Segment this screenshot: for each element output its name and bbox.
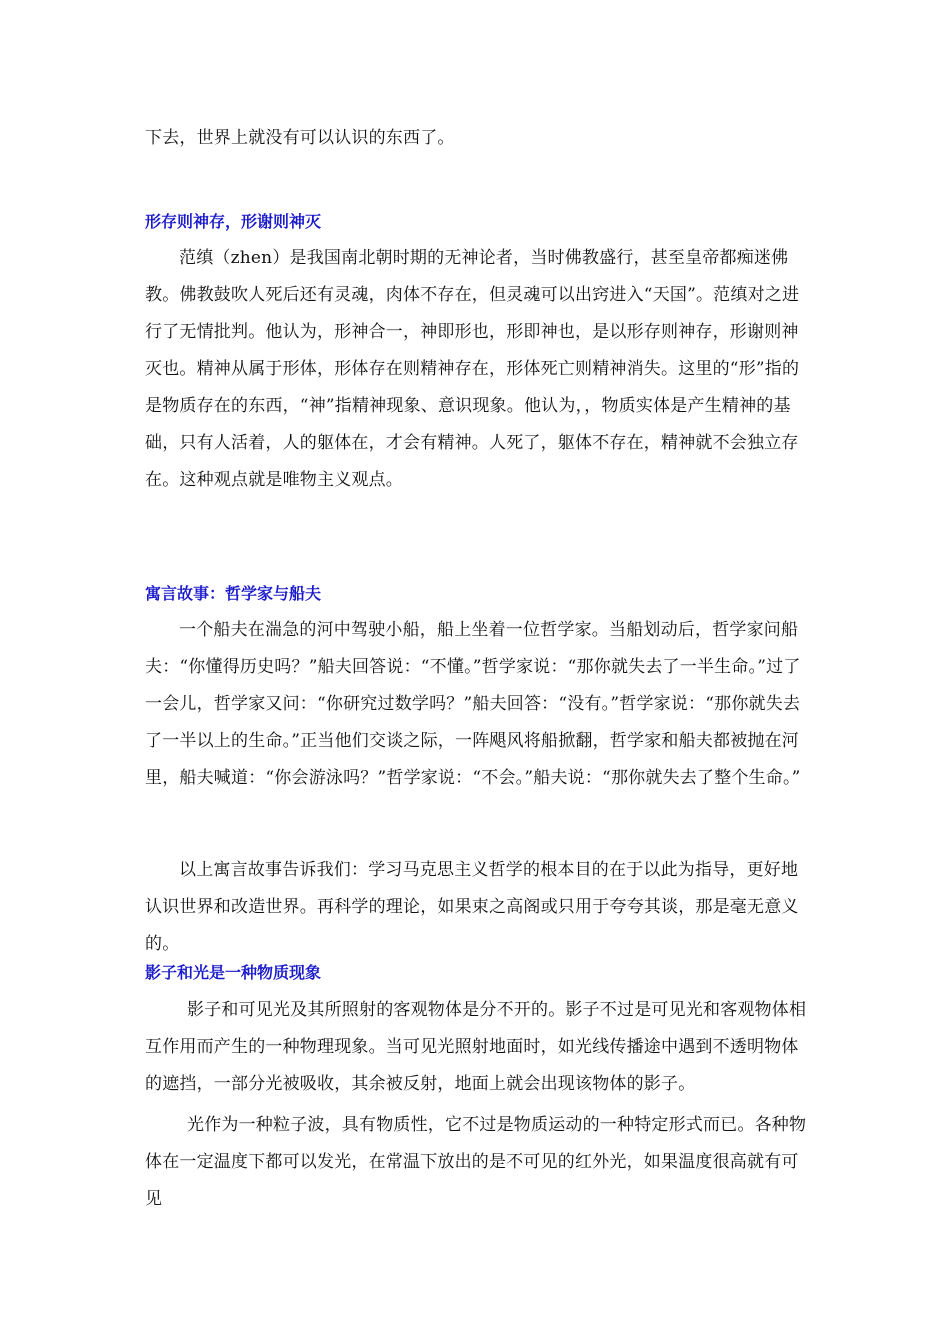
section-heading-shadow-light: 影子和光是一种物质现象 [145,963,322,982]
section-paragraph: 范缜（zhen）是我国南北朝时期的无神论者，当时佛教盛行，甚至皇帝都痴迷佛教。佛教鼓吹人死后还有灵魂，肉体不存在，但灵魂可以出窍进入“天国”。范缜对之进行了无情批判。他认为，形神合一，神即形也，形即神也，是以形存则神存，形谢则神灭也。精神从属于形体，形体存在则精神存在，形体死亡则精神消失。这里的“形”指的是物质存在的东西，“神”指精神现象、意识现象。他认为，，物质实体是产生精神的基础，只有人活着，人的躯体在，才会有精神。人死了，躯体不存在，精神就不会独立存在。这种观点就是唯物主义观点。 [145,248,800,490]
section-paragraph: 以上寓言故事告诉我们：学习马克思主义哲学的根本目的在于以此为指导，更好地认识世界和改造世界。再科学的理论，如果束之高阁或只用于夸夸其谈，那是毫无意义的。 [145,860,799,954]
section-paragraph: 一个船夫在湍急的河中驾驶小船，船上坐着一位哲学家。当船划动后，哲学家问船夫：“你懂得历史吗？”船夫回答说：“不懂。”哲学家说：“那你就失去了一半生命。”过了一会儿，哲学家又问：“你研究过数学吗？”船夫回答：“没有。”哲学家说：“那你就失去了一半以上的生命。”正当他们交谈之际，一阵飓风将船掀翻，哲学家和船夫都被抛在河里，船夫喊道：“你会游泳吗？”哲学家说：“不会。”船夫说：“那你就失去了整个生命。” [145,620,801,788]
section-paragraph: 影子和可见光及其所照射的客观物体是分不开的。影子不过是可见光和客观物体相互作用而产生的一种物理现象。当可见光照射地面时，如光线传播途中遇到不透明物体的遮挡，一部分光被吸收，其余被反射，地面上就会出现该物体的影子。 [145,1000,807,1094]
section-paragraph: 光作为一种粒子波，具有物质性，它不过是物质运动的一种特定形式而已。各种物体在一定温度下都可以发光，在常温下放出的是不可见的红外光，如果温度很高就有可见 [145,1115,807,1209]
section-heading-fable: 寓言故事：哲学家与船夫 [145,584,322,603]
intro-paragraph: 下去，世界上就没有可以认识的东西了。 [145,128,455,148]
section-heading-fan-zhen: 形存则神存，形谢则神灭 [145,212,322,231]
